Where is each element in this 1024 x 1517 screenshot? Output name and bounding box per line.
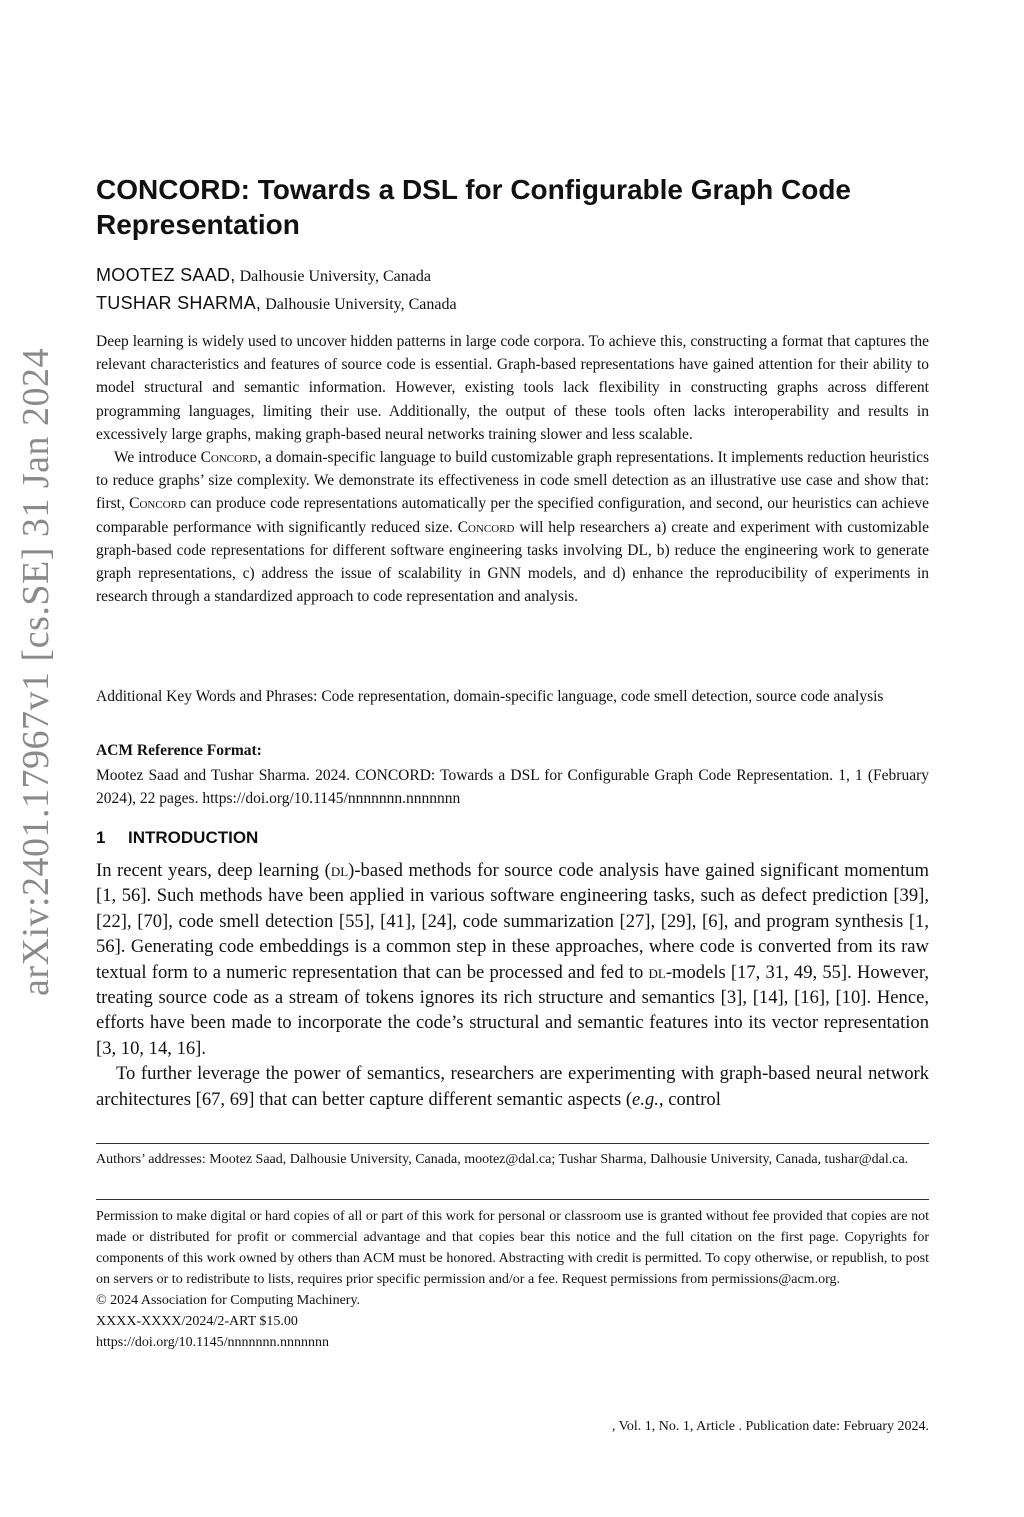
abstract (96, 330, 929, 608)
concord-name: Concord (200, 449, 258, 467)
acm-reference-heading: ACM Reference Format: (96, 742, 262, 759)
section-title: INTRODUCTION (128, 828, 259, 847)
paper-title: CONCORD: Towards a DSL for Configurable Graph Code Representation (96, 174, 852, 240)
introduction-body (96, 858, 929, 1112)
section-heading (96, 828, 258, 848)
concord-name: Concord (129, 495, 186, 513)
arxiv-identifier-stamp: arXiv:2401.17967v1 [cs.SE] 31 Jan 2024 (15, 347, 57, 997)
authors-addresses: Authors’ addresses: Mootez Saad, Dalhousie University, Canada, mootez@dal.ca; Tushar Sharma, Dalhousie University, Canada, tushar@dal.ca. (96, 1152, 909, 1167)
permission-divider (96, 1199, 929, 1200)
author-affiliation: Dalhousie University, Canada (265, 296, 457, 313)
author-name: TUSHAR SHARMA, (96, 293, 262, 313)
author-name: MOOTEZ SAAD, (96, 265, 236, 285)
abstract-paragraph-2: We introduce Concord, a domain-specific language to build customizable graph representations. It implements reduction heuristics to reduce graphs’ size complexity. We demonstrate its effectiveness in code smell detection as an illustrative use case and show that: first, Concord can produce code representations automatically per the specified configuration, and second, our heuristics can achieve comparable performance with significantly reduced size. Concord will help researchers a) create and experiment with customizable graph-based code representations for different software engineering tasks involving DL, b) reduce the engineering work to generate graph representations, c) address the issue of scalability in GNN models, and d) enhance the reproducibility of experiments in research through a standardized approach to code representation and analysis. (96, 449, 929, 606)
eg-italic: e.g. (632, 1088, 659, 1110)
author-affiliation: Dalhousie University, Canada (239, 268, 431, 285)
page-footer: , Vol. 1, No. 1, Article . Publication date: February 2024. (611, 1419, 929, 1434)
copyright-line: © 2024 Association for Computing Machinery. (96, 1293, 361, 1308)
section-number: 1 (96, 828, 106, 847)
acm-reference-text: Mootez Saad and Tushar Sharma. 2024. CONCORD: Towards a DSL for Configurable Graph Code Representation. 1, 1 (February 2024), 22 pages. https://doi.org/10.1145/nnnnnnn.nnnnnnn (96, 767, 929, 807)
footnote-divider (96, 1143, 929, 1144)
dl-abbrev: dl (330, 860, 349, 881)
author-line (96, 265, 431, 286)
intro-paragraph-2: To further leverage the power of semantics, researchers are experimenting with graph-based neural network architectures [67, 69] that can better capture different semantic aspects (e.g., control (96, 1063, 929, 1110)
permission-text: Permission to make digital or hard copies of all or part of this work for personal or classroom use is granted without fee provided that copies are not made or distributed for profit or commercial advantage and that copies bear this notice and the full citation on the first page. Copyrights for components of this work owned by others than ACM must be honored. Abstracting with credit is permitted. To copy otherwise, or republish, to post on servers or to redistribute to lists, requires prior specific permission and/or a fee. Request permissions from permissions@acm.org. (96, 1209, 929, 1287)
dl-abbrev: dl (648, 961, 666, 983)
author-line (96, 293, 457, 314)
permission-notice (96, 1206, 929, 1353)
abstract-paragraph-1: Deep learning is widely used to uncover hidden patterns in large code corpora. To achieve this, constructing a format that captures the relevant characteristics and features of source code is essential. Graph-based representations have gained attention for their ability to model structural and semantic information. However, existing tools lack flexibility in constructing graphs across different programming languages, limiting their use. Additionally, the output of these tools often lacks interoperability and results in excessively large graphs, making graph-based neural networks training slower and less scalable. (96, 333, 929, 443)
concord-name: Concord (457, 518, 515, 536)
doi-line: https://doi.org/10.1145/nnnnnnn.nnnnnnn (96, 1335, 329, 1350)
keywords: Additional Key Words and Phrases: Code representation, domain-specific language, code smell detection, source code analysis (96, 688, 884, 705)
intro-paragraph-1: In recent years, deep learning (dl)-based methods for source code analysis have gained significant momentum [1, 56]. Such methods have been applied in various software engineering tasks, such as defect prediction [39], [22], [70], code smell detection [55], [41], [24], code summarization [27], [29], [6], and program synthesis [1, 56]. Generating code embeddings is a common step in these approaches, where code is converted from its raw textual form to a numeric representation that can be processed and fed to dl-models [17, 31, 49, 55]. However, treating source code as a stream of tokens ignores its rich structure and semantics [3], [14], [16], [10]. Hence, efforts have been made to incorporate the code’s structural and semantic features into its vector representation [3, 10, 14, 16]. (96, 860, 930, 1059)
isbn-line: XXXX-XXXX/2024/2-ART $15.00 (96, 1314, 298, 1329)
